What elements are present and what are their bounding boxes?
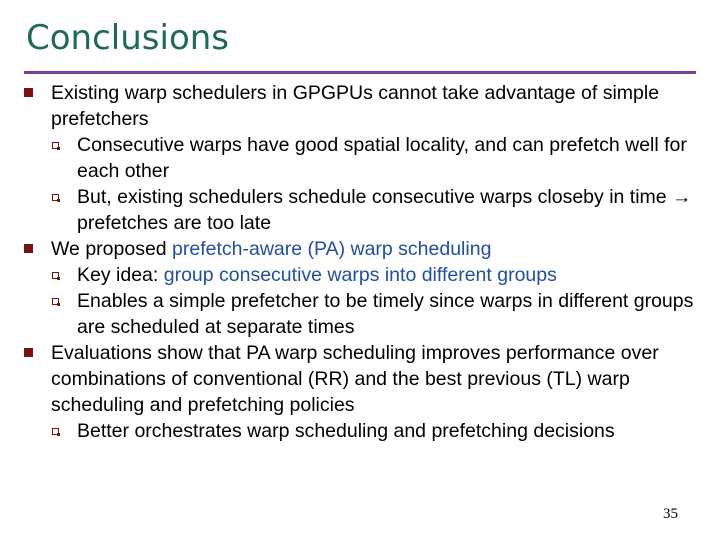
sub-bullet-text: But, existing schedulers schedule consecutive warps closeby in time [77, 186, 673, 208]
bullet-text: Existing warp schedulers in GPGPUs cannot take advantage of simple prefetchers [51, 82, 660, 130]
title-divider [24, 71, 696, 74]
bullet-proposal [24, 236, 696, 262]
sub-bullet-orchestrates [24, 418, 696, 444]
slide-title: Conclusions [26, 18, 230, 58]
sub-bullet-key-idea [24, 262, 696, 288]
slide-content [24, 80, 696, 444]
right-arrow-icon: → [672, 186, 692, 208]
sub-bullet-too-late [24, 184, 696, 236]
square-bullet-icon [24, 244, 33, 253]
highlight-key-idea: group consecutive warps into different groups [163, 264, 557, 286]
sub-bullet-timely-prefetcher [24, 288, 696, 340]
sub-bullet-text-end: prefetches are too late [77, 212, 272, 234]
bullet-evaluations [24, 340, 696, 418]
sub-bullet-text: Consecutive warps have good spatial locality, and can prefetch well for each other [77, 134, 687, 182]
sub-bullet-spatial-locality [24, 132, 696, 184]
sub-bullet-text: Better orchestrates warp scheduling and prefetching decisions [77, 420, 615, 442]
hollow-square-bullet-icon [52, 142, 59, 149]
bullet-text: Evaluations show that PA warp scheduling improves performance over combinations of conventional (RR) and the best previous (TL) warp scheduling and prefetching policies [51, 342, 659, 416]
sub-bullet-text: Enables a simple prefetcher to be timely since warps in different groups are scheduled at separate times [77, 290, 694, 338]
bullet-existing-schedulers [24, 80, 696, 132]
hollow-square-bullet-icon [52, 428, 59, 435]
square-bullet-icon [24, 88, 33, 97]
sub-bullet-text: Key idea: [77, 264, 164, 286]
bullet-text: We proposed [51, 238, 173, 260]
square-bullet-icon [24, 348, 33, 357]
hollow-square-bullet-icon [52, 194, 59, 201]
hollow-square-bullet-icon [52, 272, 59, 279]
hollow-square-bullet-icon [52, 298, 59, 305]
highlight-pa-scheduling: prefetch-aware (PA) warp scheduling [172, 238, 492, 260]
page-number: 35 [663, 506, 678, 522]
